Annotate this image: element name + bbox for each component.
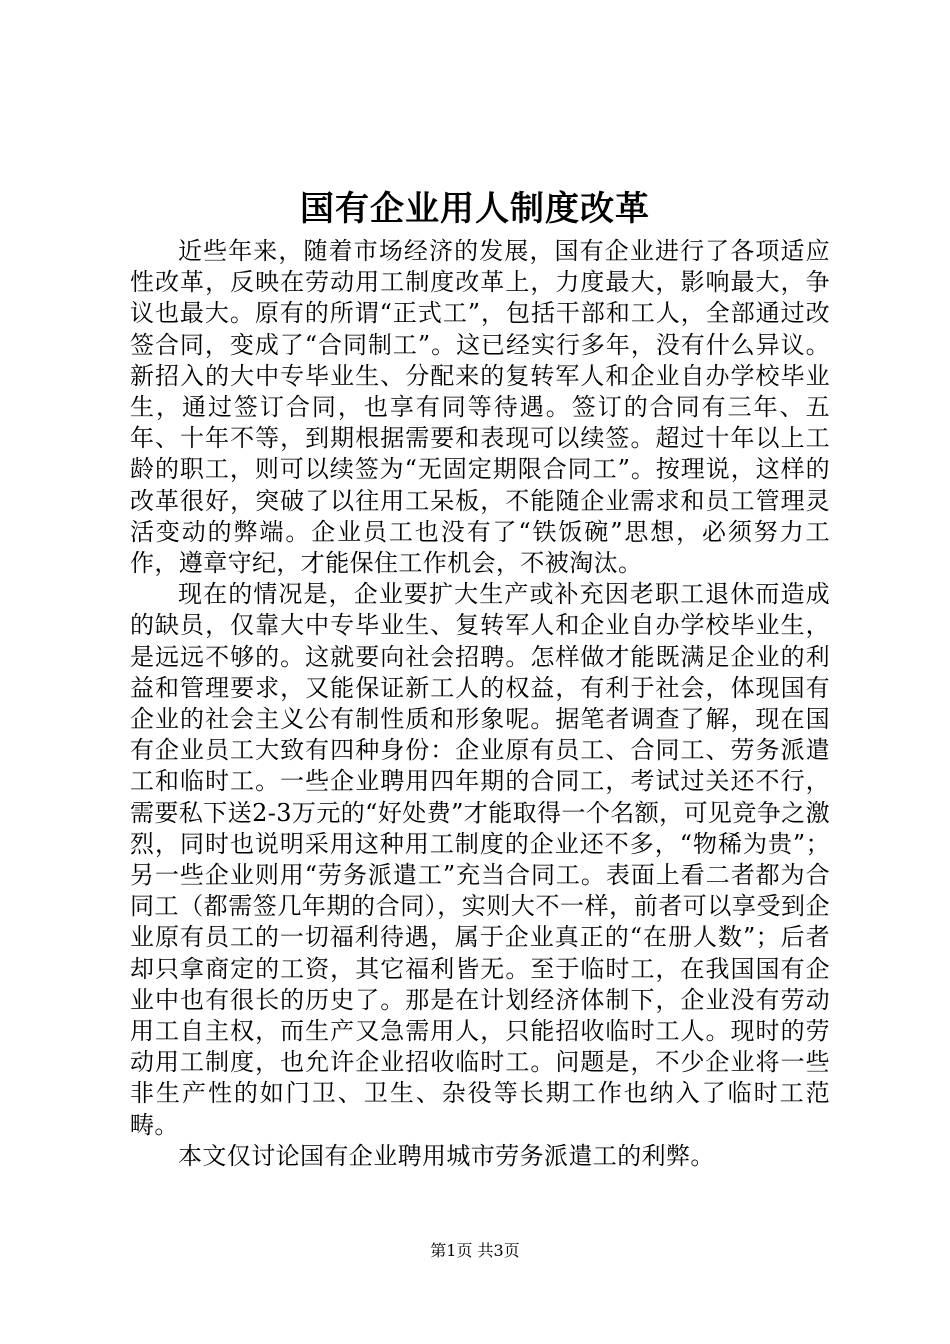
document-body	[130, 236, 830, 1172]
page-number: 第1页 共3页	[430, 1241, 520, 1260]
document-title: 国有企业用人制度改革	[300, 189, 650, 229]
paragraph-3: 本文仅讨论国有企业聘用城市劳务派遣工的利弊。	[178, 1141, 715, 1170]
paragraph-2: 现在的情况是，企业要扩大生产或补充因老职工退休而造成的缺员，仅靠大中专毕业生、复转军人和企业自办学校毕业生，是远远不够的。这就要向社会招聘。怎样做才能既满足企业的利益和管理要求，又能保证新工人的权益，有利于社会，体现国有企业的社会主义公有制性质和形象呢。据笔者调查了解，现在国有企业员工大致有四种身份：企业原有员工、合同工、劳务派遣工和临时工。一些企业聘用四年期的合同工，考试过关还不行，需要私下送2-3万元的“好处费”才能取得一个名额，可见竞争之激烈，同时也说明采用这种用工制度的企业还不多，“物稀为贵”；另一些企业则用“劳务派遣工”充当合同工。表面上看二者都为合同工（都需签几年期的合同），实则大不一样，前者可以享受到企业原有员工的一切福利待遇，属于企业真正的“在册人数”；后者却只拿商定的工资，其它福利皆无。至于临时工，在我国国有企业中也有很长的历史了。那是在计划经济体制下，企业没有劳动用工自主权，而生产又急需用人，只能招收临时工人。现时的劳动用工制度，也允许企业招收临时工。问题是，不少企业将一些非生产性的如门卫、卫生、杂役等长期工作也纳入了临时工范畴。	[130, 580, 830, 1139]
page-footer	[0, 1240, 950, 1262]
paragraph-1: 近些年来，随着市场经济的发展，国有企业进行了各项适应性改革，反映在劳动用工制度改革上，力度最大，影响最大，争议也最大。原有的所谓“正式工”，包括干部和工人，全部通过改签合同，变成了“合同制工”。这已经实行多年，没有什么异议。新招入的大中专毕业生、分配来的复转军人和企业自办学校毕业生，通过签订合同，也享有同等待遇。签订的合同有三年、五年、十年不等，到期根据需要和表现可以续签。超过十年以上工龄的职工，则可以续签为“无固定期限合同工”。按理说，这样的改革很好，突破了以往用工呆板，不能随企业需求和员工管理灵活变动的弊端。企业员工也没有了“铁饭碗”思想，必须努力工作，遵章守纪，才能保住工作机会，不被淘汰。	[130, 237, 830, 578]
